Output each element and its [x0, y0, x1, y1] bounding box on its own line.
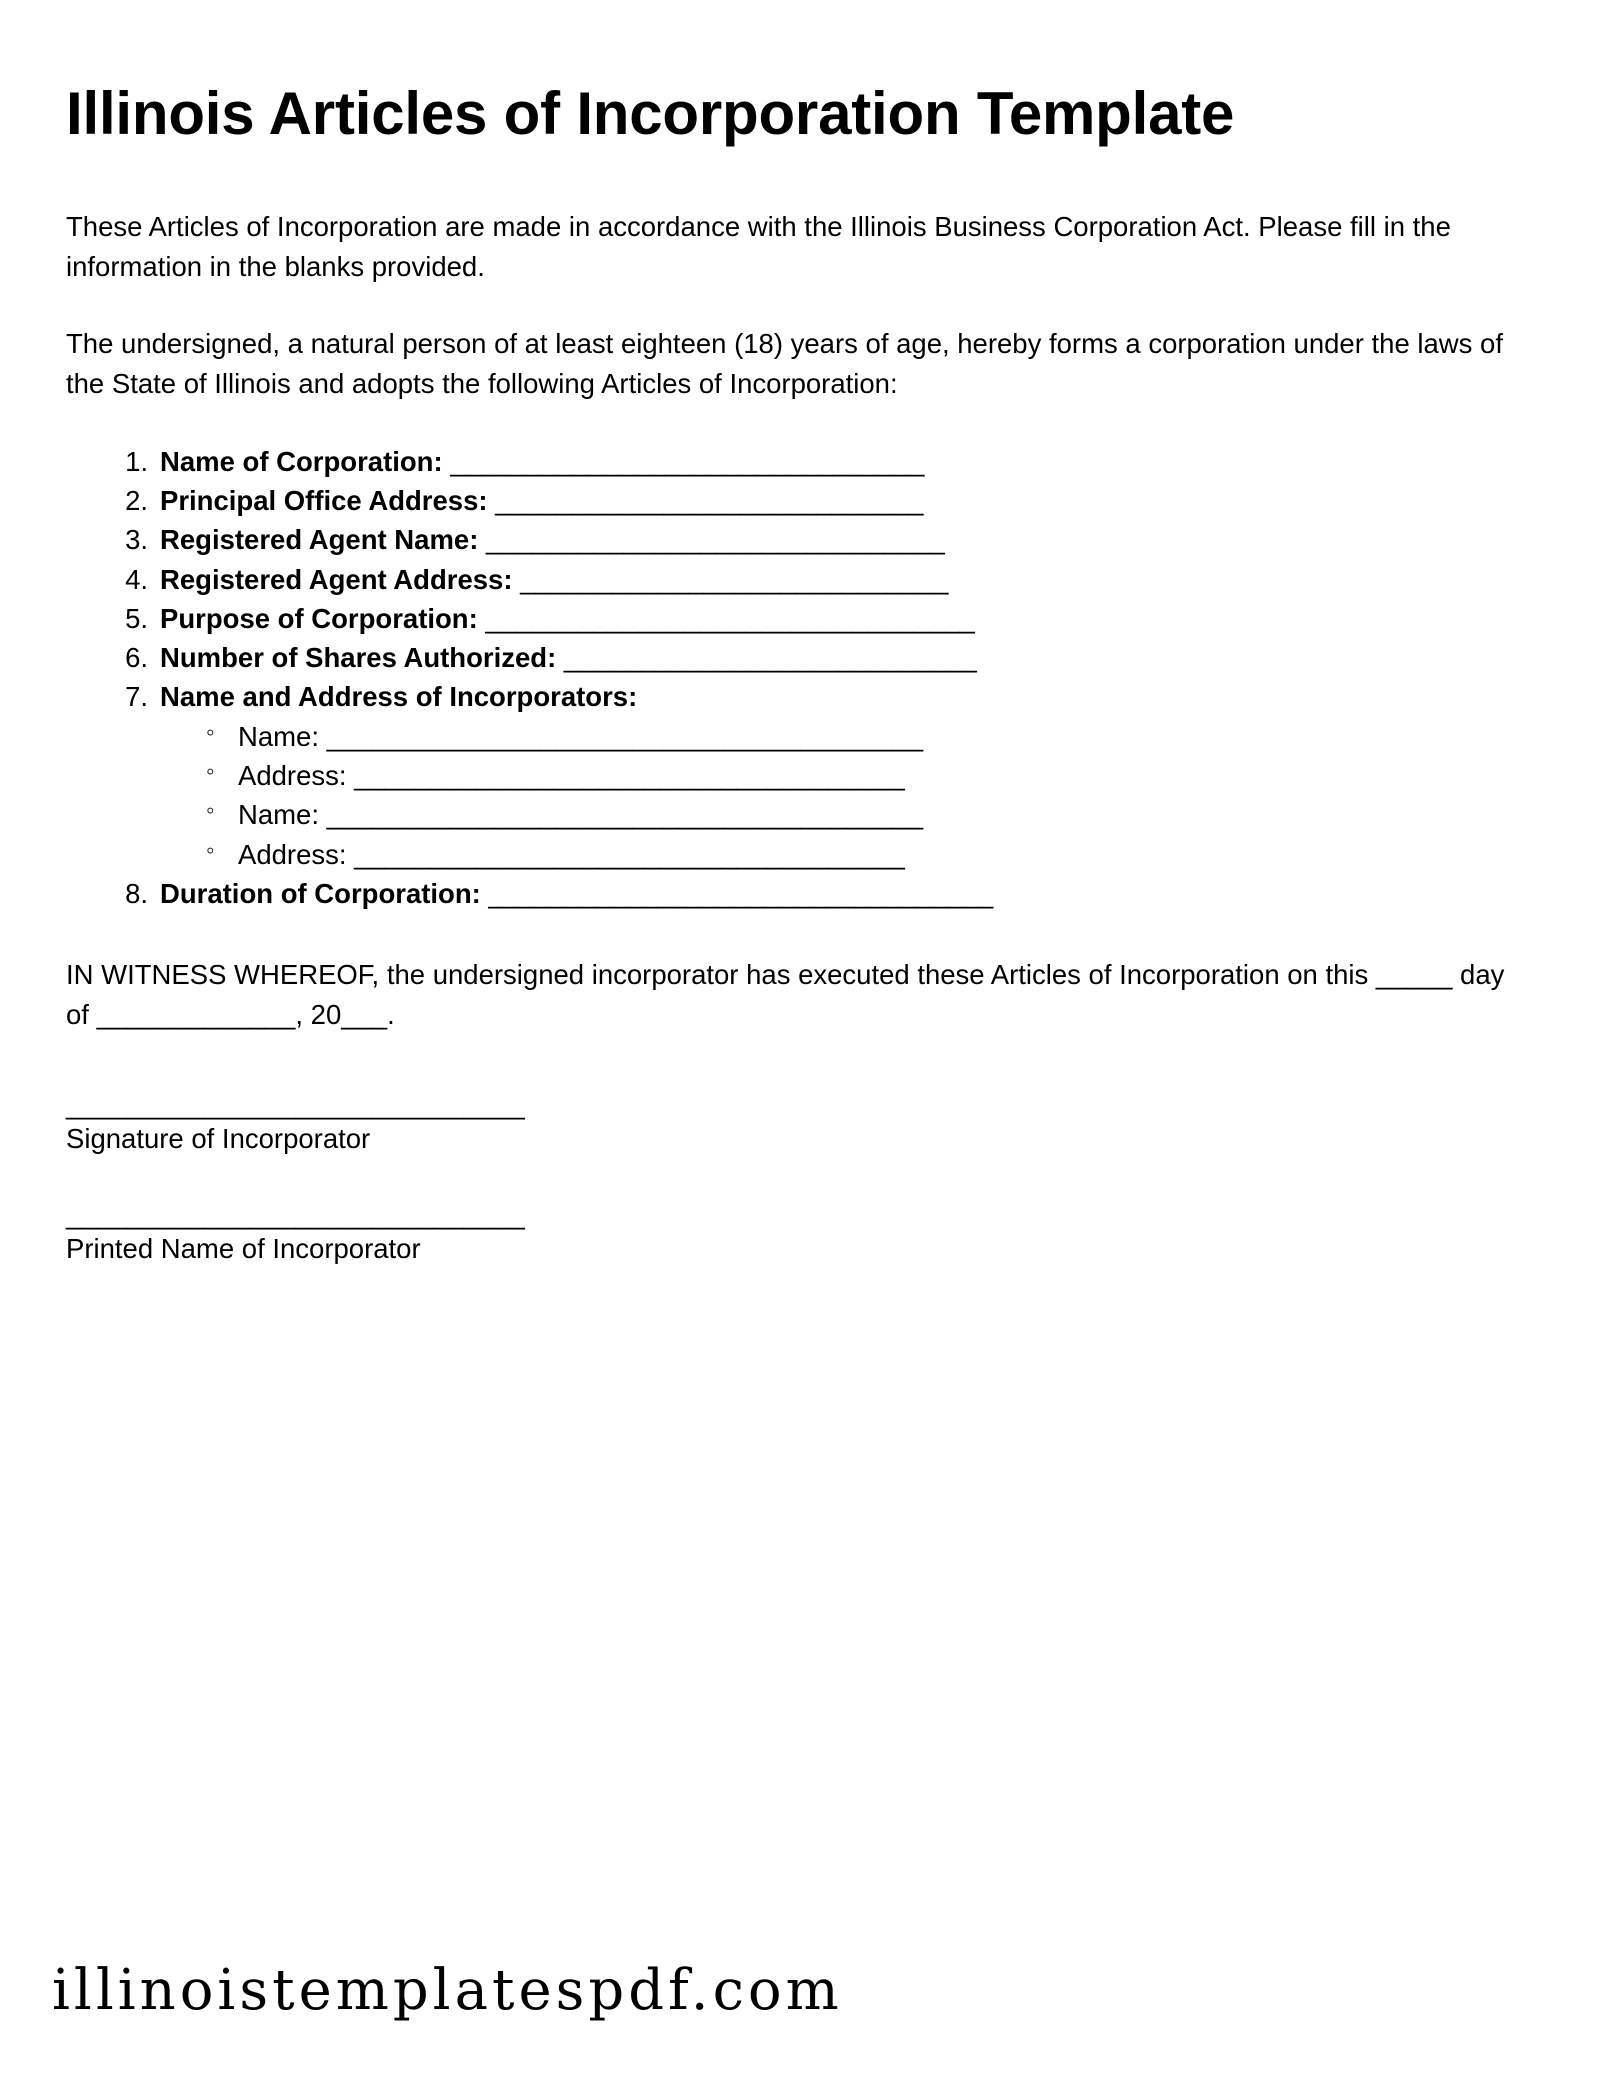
subitem-label: Address:: [238, 838, 347, 870]
subitem-label: Address:: [238, 760, 347, 792]
item-label: Name of Corporation:: [160, 445, 443, 477]
item-label: Purpose of Corporation:: [160, 602, 478, 634]
list-item: [102, 599, 1546, 638]
list-item: [102, 442, 1546, 481]
fill-blank[interactable]: ____________________________________: [346, 838, 905, 870]
fill-blank[interactable]: _________________________________: [480, 878, 994, 909]
list-item: [102, 520, 1546, 559]
incorporators-sublist: [160, 717, 1546, 874]
printed-name-line[interactable]: ______________________________: [66, 1198, 525, 1230]
fill-blank[interactable]: ____________________________: [487, 484, 924, 516]
fill-blank[interactable]: ____________________________: [512, 563, 949, 595]
preamble-paragraph: The undersigned, a natural person of at least eighteen (18) years of age, hereby forms a corporation under the laws of the State of Illinois and adopts the following Articles of Incorporation:: [66, 328, 1503, 399]
list-item: [198, 795, 1546, 834]
fill-blank[interactable]: _______________________________________: [319, 799, 924, 831]
footer-watermark: illinoistemplatespdf.com: [52, 1958, 843, 2023]
list-item: [102, 874, 1546, 913]
subitem-label: Name:: [238, 720, 319, 752]
item-label: Number of Shares Authorized:: [160, 642, 557, 674]
item-label: Registered Agent Name:: [160, 524, 479, 556]
intro-paragraph: These Articles of Incorporation are made in accordance with the Illinois Business Corporation Act. Please fill in the information in the blanks provided.: [66, 211, 1451, 282]
list-item: [198, 835, 1546, 874]
list-item: [102, 560, 1546, 599]
fill-blank[interactable]: ________________________________: [477, 602, 975, 634]
item-label: Duration of Corporation:: [160, 878, 481, 909]
subitem-label: Name:: [238, 799, 319, 831]
list-item: [102, 481, 1546, 520]
signature-block: [66, 1087, 1546, 1267]
fill-blank[interactable]: _______________________________________: [319, 720, 924, 752]
page-title: Illinois Articles of Incorporation Template: [66, 80, 1235, 147]
list-item: [102, 677, 1546, 874]
printed-name-caption: Printed Name of Incorporator: [66, 1233, 421, 1265]
fill-blank[interactable]: _______________________________: [442, 445, 925, 477]
fill-blank[interactable]: ____________________________________: [346, 760, 905, 792]
list-item: [102, 638, 1546, 677]
fill-blank[interactable]: ___________________________: [556, 642, 977, 674]
document-content: [66, 80, 1546, 1307]
signature-line[interactable]: ______________________________: [66, 1088, 525, 1120]
articles-list: [66, 442, 1546, 914]
witness-paragraph: IN WITNESS WHEREOF, the undersigned incorporator has executed these Articles of Incorporation on this _____ day of _____________, 20___.: [66, 959, 1505, 1030]
fill-blank[interactable]: ______________________________: [478, 524, 945, 556]
item-label: Principal Office Address:: [160, 484, 488, 516]
list-item: [198, 717, 1546, 756]
signature-caption: Signature of Incorporator: [66, 1123, 371, 1155]
list-item: [198, 756, 1546, 795]
item-label: Registered Agent Address:: [160, 563, 513, 595]
item-label: Name and Address of Incorporators:: [160, 681, 638, 713]
